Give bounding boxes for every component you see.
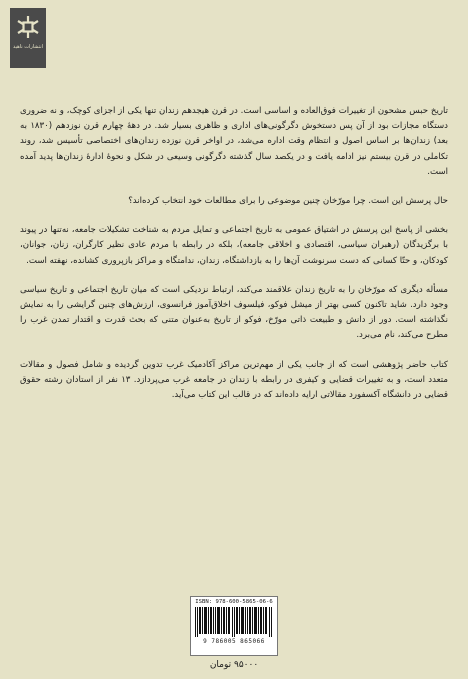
paragraph: مسأله دیگری که مورّخان را به تاریخ زندان علاقمند می‌کند، ارتباط نزدیکی است که میان تاریخ اجتماعی و تاریخ سیاسی وجود دارد. شاید تاکنون کسی بهتر از میشل فوکو، فیلسوف اخلاق‌آموز فرانسوی، ارزش‌های چنین گرایشی را به نمایش نگذاشته است. دور از دانش و طبیعت ذاتی مورّخ، فوکو از تاریخ به‌عنوان متنی که بحث قدرت و اقتدار تمدن غرب را مطرح می‌کند، نام می‌برد. <box>20 284 448 341</box>
publisher-logo <box>10 8 46 68</box>
price-label: ۹۵۰۰۰ تومان <box>209 660 259 670</box>
star-logo-icon <box>15 14 41 40</box>
barcode-block <box>190 596 278 656</box>
paragraph: تاریخ حبس مشحون از تغییرات فوق‌العاده و اساسی است. در قرن هیجدهم زندان تنها یکی از اجزای کوچک، و نه ضروری دستگاه مجازات بود از آن پس دستخوش دگرگونی‌های اداری و ظاهری بسیار شد. در دهۀ چهارم قرن نوزدهم (۱۸۳۰ به بعد) زندان‌ها بر اساس اصول و انتظام وقت اداره می‌شد، در اواخر قرن نوزده زندان‌های اختصاصی تأسیس شد، روند تکاملی در قرن بیستم نیز ادامه یافت و در یکصد سال گذشته دگرگونی وسیعی در شکل و نحوۀ ادارۀ زندان‌ها پدید آمده است. <box>20 106 448 177</box>
back-cover-text <box>20 104 448 417</box>
isbn-text: ISBN: 978-600-5865-06-6 <box>195 599 273 605</box>
barcode-digits: 9 786005 865066 <box>203 638 265 645</box>
paragraph: بخشی از پاسخ این پرسش در اشتیاق عمومی به تاریخ اجتماعی و تمایل مردم به شناخت تشکیلات جامعه، نه‌تنها در پیوند با برگزیدگان (رهبران سیاسی، اقتصادی و اخلاقی جامعه)، بلکه در رابطه با مردم عادی نظیر کارگران، زنان، جوانان، کودکان، و حتّا کسانی که دست سرنوشت آن‌ها را به بازداشتگاه، زندان، ندامتگاه و مراکز بازپروری کشانده، نهفته است. <box>20 225 448 266</box>
paragraph: کتاب حاضر پژوهشی است که از جانب یکی از مهم‌ترین مراکز آکادمیک غرب تدوین گردیده و شامل فصول و مقالات متعدد است، و به تغییرات قضایی و کیفری در رابطه با زندان در جامعه غرب می‌پردازد. ۱۳ نفر از استادان رشته حقوق قضایی در دانشگاه آکسفورد مقالاتی ارایه داده‌اند که در قالب این کتاب می‌آید. <box>20 359 448 401</box>
publisher-name: انتشارات ناهید <box>12 44 44 50</box>
barcode-icon <box>195 607 273 637</box>
paragraph: حال پرسش این است. چرا مورّخان چنین موضوعی را برای مطالعات خود انتخاب کرده‌اند؟ <box>128 196 448 207</box>
